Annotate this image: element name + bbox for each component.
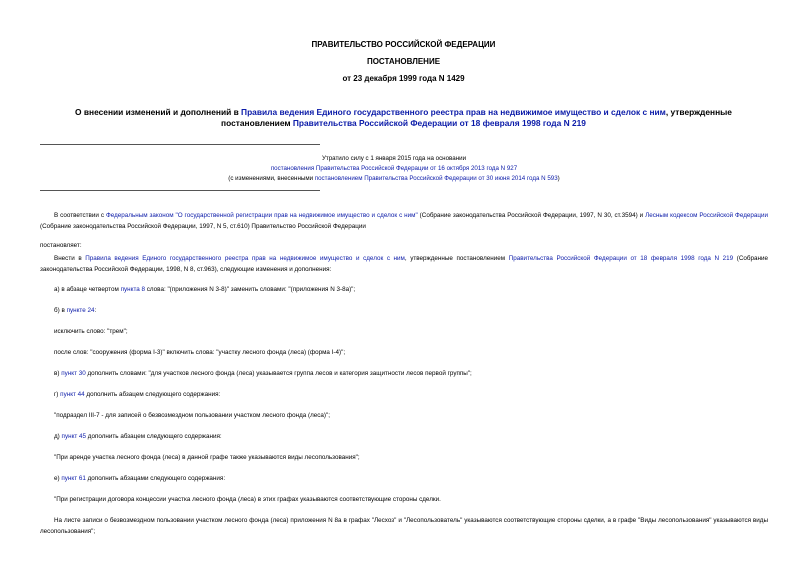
item-e-sub-2: На листе записи о безвозмездном пользовании участком лесного фонда (леса) приложения N 8а в графах "Лесхоз" и "Лесопользователь" указываются соответствующие стороны сделки, а в графе "Виды лесопользования" указываются виды лесопользования"; xyxy=(40,517,768,535)
validity-line-3-pre: (с изменениями, внесенными xyxy=(228,175,315,182)
item-g-post: дополнить абзацем следующего содержания: xyxy=(84,391,221,398)
item-a-pre: а) в абзаце четвертом xyxy=(54,286,121,293)
link-clause-8[interactable]: пункта 8 xyxy=(120,286,146,293)
link-clause-30[interactable]: пункт 30 xyxy=(61,370,86,377)
item-g-sub-1: "подраздел III-7 - для записей о безвозмездном пользовании участком лесного фонда (леса)"; xyxy=(54,412,331,419)
p1-text-1: В соответствии с xyxy=(54,212,106,219)
title-text-2: , утвержденные постановлением xyxy=(221,107,732,128)
p3-text-3: (Собрание законодательства Российской Федерации, 1998, N 8, ст.963), следующие изменения и дополнения: xyxy=(40,255,768,273)
paragraph-amend xyxy=(40,254,768,275)
link-resolution-927[interactable]: постановления Правительства Российской Федерации от 16 октября 2013 года N 927 xyxy=(270,165,518,172)
item-e xyxy=(40,474,768,485)
item-b xyxy=(40,306,768,317)
item-d-sub-1: "При аренде участка лесного фонда (леса) в данной графе также указываются виды лесопользования"; xyxy=(54,454,360,461)
item-v xyxy=(40,369,768,380)
p3-text-1: Внести в xyxy=(54,255,86,262)
p3-text-2: , утвержденные постановлением xyxy=(404,255,509,262)
item-b-post: : xyxy=(94,307,97,314)
item-b-pre: б) в xyxy=(54,307,67,314)
link-clause-61[interactable]: пункт 61 xyxy=(61,475,86,482)
paragraph-resolves: постановляет: xyxy=(40,242,82,249)
bottom-divider xyxy=(40,190,320,191)
p1-text-2: (Собрание законодательства Российской Федерации, 1997, N 30, ст.3594) и xyxy=(417,212,646,219)
document-title xyxy=(40,107,767,129)
link-federal-law[interactable]: Федеральным законом "О государственной регистрации прав на недвижимое имущество и сделок с ним" xyxy=(105,212,418,219)
item-a xyxy=(40,285,768,296)
validity-line-1: Утратило силу с 1 января 2015 года на основании xyxy=(321,155,467,162)
item-b-sub-1: исключить слово: "трем"; xyxy=(54,328,128,335)
item-v-pre: в) xyxy=(54,370,62,377)
item-e-post: дополнить абзацами следующего содержания: xyxy=(85,475,226,482)
validity-line-3-post: ) xyxy=(557,175,560,182)
item-v-post: дополнить словами: "для участков лесного фонда (леса) указывается группа лесов и категория защитности лесов первой группы"; xyxy=(85,370,472,377)
item-g-pre: г) xyxy=(54,391,61,398)
link-clause-24[interactable]: пункте 24 xyxy=(66,307,95,314)
top-divider xyxy=(40,144,320,145)
link-resolution-219[interactable]: Правительства Российской Федерации от 18 февраля 1998 года N 219 xyxy=(508,255,734,262)
item-d-post: дополнить абзацем следующего содержания: xyxy=(86,433,222,440)
p1-text-3: (Собрание законодательства Российской Федерации, 1997, N 5, ст.610) Правительство Российской Федерации xyxy=(40,222,366,230)
paragraph-preamble xyxy=(40,211,768,232)
item-a-post: слова: "(приложения N 3-8)" заменить словами: "(приложения N 3-8а)"; xyxy=(145,286,356,293)
link-clause-45[interactable]: пункт 45 xyxy=(61,433,87,440)
item-g xyxy=(40,390,768,401)
link-forest-code[interactable]: Лесным кодексом Российской Федерации xyxy=(645,212,769,219)
item-e-pre: е) xyxy=(54,475,62,482)
government-heading: ПРАВИТЕЛЬСТВО РОССИЙСКОЙ ФЕДЕРАЦИИ xyxy=(311,40,496,49)
document-type-heading: ПОСТАНОВЛЕНИЕ xyxy=(366,57,441,66)
link-rules[interactable]: Правила ведения Единого государственного реестра прав на недвижимое имущество и сделок с ним xyxy=(85,255,405,262)
title-link-resolution-219[interactable]: Правительства Российской Федерации от 18 февраля 1998 года N 219 xyxy=(292,118,586,128)
date-number-heading: от 23 декабря 1999 года N 1429 xyxy=(342,74,465,83)
title-text-1: О внесении изменений и дополнений в xyxy=(75,107,242,117)
item-d xyxy=(40,432,768,443)
item-e-sub-1: "При регистрации договора концессии участка лесного фонда (леса) в этих графах указываются соответствующие стороны сделки. xyxy=(54,496,441,503)
title-link-rules[interactable]: Правила ведения Единого государственного реестра прав на недвижимое имущество и сделок с ним xyxy=(241,107,666,117)
link-clause-44[interactable]: пункт 44 xyxy=(60,391,85,398)
validity-line-3 xyxy=(100,174,688,184)
validity-line-2 xyxy=(100,164,688,174)
item-b-sub-2: после слов: "сооружения (форма I-3)" включить слова: "участку лесного фонда (леса) (форма I-4)"; xyxy=(54,349,346,356)
item-d-pre: д) xyxy=(54,433,62,440)
link-resolution-593[interactable]: постановлением Правительства Российской Федерации от 30 июня 2014 года N 593 xyxy=(314,175,558,182)
